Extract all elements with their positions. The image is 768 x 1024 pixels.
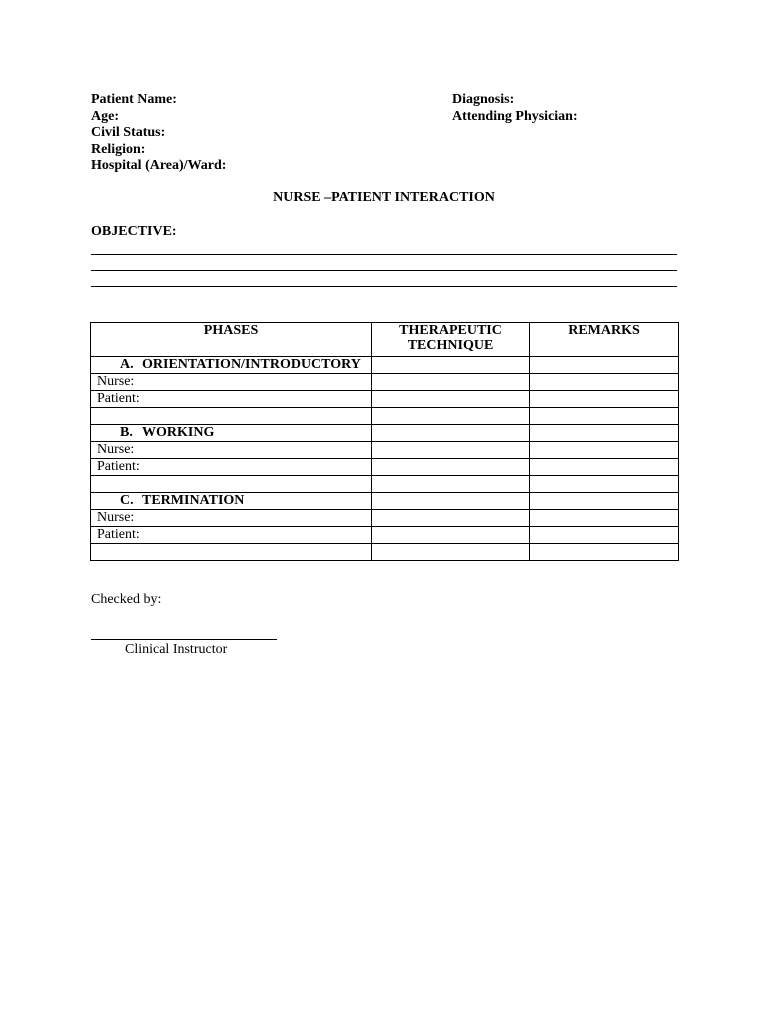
technique-cell[interactable]: [372, 544, 530, 561]
patient-info-left: [91, 92, 226, 175]
technique-cell[interactable]: [372, 442, 530, 459]
nurse-label[interactable]: Nurse:: [91, 510, 372, 527]
nurse-label[interactable]: Nurse:: [91, 374, 372, 391]
phase-heading-working: [91, 425, 372, 442]
table-row: [91, 476, 679, 493]
remarks-cell[interactable]: [530, 544, 679, 561]
table-row: [91, 374, 679, 391]
table-row: [91, 544, 679, 561]
remarks-cell[interactable]: [530, 391, 679, 408]
phase-name: ORIENTATION/INTRODUCTORY: [142, 357, 361, 372]
technique-cell[interactable]: [372, 425, 530, 442]
phase-name: WORKING: [142, 425, 215, 440]
technique-header: THERAPEUTIC TECHNIQUE: [372, 323, 530, 357]
clinical-instructor-label: Clinical Instructor: [125, 642, 228, 657]
remarks-cell[interactable]: [530, 510, 679, 527]
remarks-cell[interactable]: [530, 425, 679, 442]
table-row: [91, 391, 679, 408]
objective-blank-line[interactable]: [91, 286, 677, 287]
technique-cell[interactable]: [372, 493, 530, 510]
signature-line[interactable]: [91, 639, 277, 640]
objective-blank-line[interactable]: [91, 254, 677, 255]
table-row: [91, 459, 679, 476]
table-row: [91, 442, 679, 459]
hospital-ward-label: Hospital (Area)/Ward:: [91, 158, 227, 174]
checked-by-label: Checked by:: [91, 592, 162, 607]
objective-label: OBJECTIVE:: [91, 224, 177, 239]
patient-info-right: [452, 92, 578, 125]
table-row: [91, 493, 679, 510]
technique-cell[interactable]: [372, 459, 530, 476]
patient-name-label: Patient Name:: [91, 92, 177, 107]
age-label: Age:: [91, 108, 119, 124]
table-row: [91, 425, 679, 442]
phase-letter: C.: [120, 493, 134, 508]
technique-cell[interactable]: [372, 510, 530, 527]
phase-heading-termination: [91, 493, 372, 510]
remarks-cell[interactable]: [530, 374, 679, 391]
technique-cell[interactable]: [372, 527, 530, 544]
phases-header: PHASES: [91, 323, 372, 357]
technique-cell[interactable]: [372, 476, 530, 493]
religion-label: Religion:: [91, 141, 146, 157]
document-title: NURSE –PATIENT INTERACTION: [273, 190, 495, 205]
remarks-cell[interactable]: [530, 527, 679, 544]
phase-letter: A.: [120, 357, 134, 372]
table-header-row: [91, 323, 679, 357]
remarks-cell[interactable]: [530, 459, 679, 476]
remarks-cell[interactable]: [530, 493, 679, 510]
technique-cell[interactable]: [372, 357, 530, 374]
remarks-header: REMARKS: [530, 323, 679, 357]
technique-cell[interactable]: [372, 391, 530, 408]
patient-label[interactable]: Patient:: [91, 459, 372, 476]
technique-cell[interactable]: [372, 408, 530, 425]
table-row: [91, 408, 679, 425]
nurse-label[interactable]: Nurse:: [91, 442, 372, 459]
blank-cell[interactable]: [91, 408, 372, 425]
table-row: [91, 510, 679, 527]
table-row: [91, 527, 679, 544]
table-row: [91, 357, 679, 374]
civil-status-label: Civil Status:: [91, 125, 166, 141]
blank-cell[interactable]: [91, 476, 372, 493]
technique-cell[interactable]: [372, 374, 530, 391]
blank-cell[interactable]: [91, 544, 372, 561]
remarks-cell[interactable]: [530, 476, 679, 493]
phase-letter: B.: [120, 425, 133, 440]
patient-label[interactable]: Patient:: [91, 391, 372, 408]
patient-label[interactable]: Patient:: [91, 527, 372, 544]
diagnosis-label: Diagnosis:: [452, 92, 515, 107]
attending-physician-label: Attending Physician:: [452, 108, 578, 124]
phase-heading-orientation: [91, 357, 372, 374]
phase-name: TERMINATION: [142, 493, 245, 508]
objective-blank-line[interactable]: [91, 270, 677, 271]
remarks-cell[interactable]: [530, 408, 679, 425]
interaction-table: [90, 322, 679, 561]
remarks-cell[interactable]: [530, 357, 679, 374]
remarks-cell[interactable]: [530, 442, 679, 459]
